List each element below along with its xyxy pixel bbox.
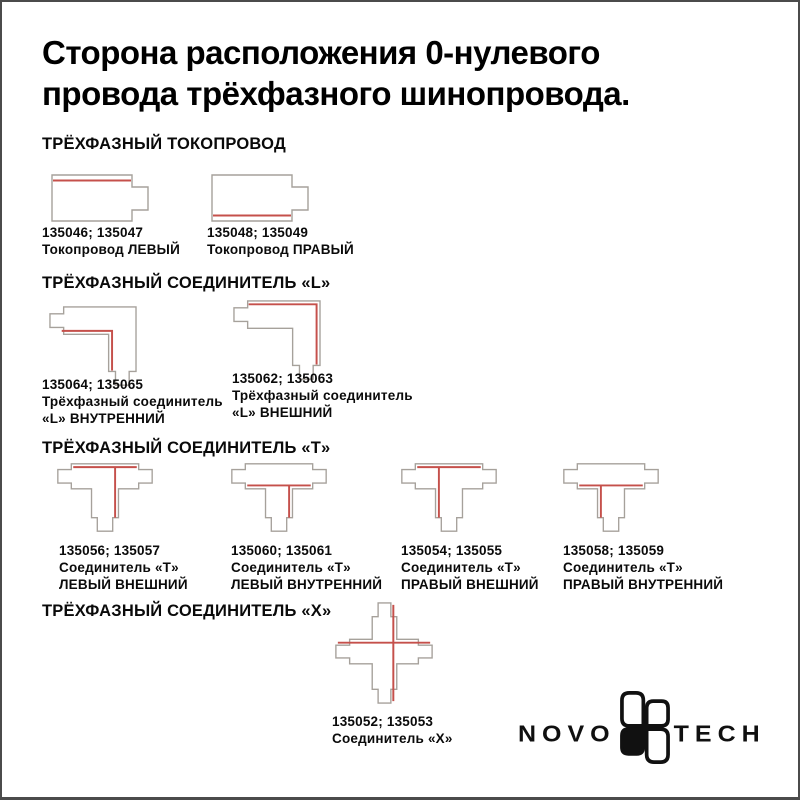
track-outline xyxy=(232,464,326,531)
item-code: 135056; 135057 xyxy=(59,543,161,558)
neutral-wire-line xyxy=(73,467,137,518)
neutral-wire-line xyxy=(247,485,311,517)
item-label xyxy=(207,224,354,258)
novotech-flower-icon xyxy=(617,689,673,766)
item-name: Соединитель «Т» xyxy=(563,560,683,575)
section-header-feeder: ТРЁХФАЗНЫЙ ТОКОПРОВОД xyxy=(42,135,286,153)
item-label xyxy=(563,542,723,593)
item-name: Соединитель «Х» xyxy=(332,731,453,746)
neutral-wire-line xyxy=(579,485,643,517)
item-name: ЛЕВЫЙ ВНУТРЕННИЙ xyxy=(231,577,383,592)
item-name: Соединитель «Т» xyxy=(401,560,521,575)
item-name: «L» ВНУТРЕННИЙ xyxy=(42,411,165,426)
logo-text-tech: TECH xyxy=(673,720,766,747)
neutral-wire-line xyxy=(338,605,430,701)
item-code: 135054; 135055 xyxy=(401,543,503,558)
novotech-logo xyxy=(518,692,766,776)
track-outline xyxy=(402,464,496,531)
item-label xyxy=(42,376,223,427)
diagram-feeder-left xyxy=(50,173,150,223)
item-name: Токопровод ПРАВЫЙ xyxy=(207,242,354,257)
item-name: ПРАВЫЙ ВНЕШНИЙ xyxy=(401,577,539,592)
track-outline xyxy=(58,464,152,531)
item-label xyxy=(59,542,188,593)
diagram-t-left-external xyxy=(52,458,158,535)
item-code: 135064; 135065 xyxy=(42,377,144,392)
section-header-t-connector: ТРЁХФАЗНЫЙ СОЕДИНИТЕЛЬ «Т» xyxy=(42,439,331,457)
item-code: 135046; 135047 xyxy=(42,225,144,240)
section-header-l-connector: ТРЁХФАЗНЫЙ СОЕДИНИТЕЛЬ «L» xyxy=(42,274,331,292)
item-label xyxy=(232,370,413,421)
item-label xyxy=(401,542,539,593)
track-outline xyxy=(336,603,432,703)
item-code: 135060; 135061 xyxy=(231,543,333,558)
item-label xyxy=(42,224,180,258)
track-outline xyxy=(564,464,658,531)
item-name: ПРАВЫЙ ВНУТРЕННИЙ xyxy=(563,577,724,592)
item-code: 135052; 135053 xyxy=(332,714,434,729)
item-name: «L» ВНЕШНИЙ xyxy=(232,405,333,420)
item-name: ЛЕВЫЙ ВНЕШНИЙ xyxy=(59,577,188,592)
logo-text-novo: NOVO xyxy=(518,720,616,747)
neutral-wire-line xyxy=(62,331,112,371)
item-label xyxy=(332,713,453,747)
page-title xyxy=(42,32,762,114)
diagram-t-left-internal xyxy=(226,458,332,535)
item-label xyxy=(231,542,382,593)
page-title-line2: провода трёхфазного шинопровода. xyxy=(42,75,630,112)
item-name: Трёхфазный соединитель xyxy=(232,388,413,403)
item-name: Трёхфазный соединитель xyxy=(42,394,223,409)
neutral-wire-line xyxy=(249,304,317,364)
track-outline xyxy=(50,307,136,385)
item-name: Соединитель «Т» xyxy=(59,560,179,575)
item-code: 135048; 135049 xyxy=(207,225,309,240)
item-code: 135062; 135063 xyxy=(232,371,334,386)
item-code: 135058; 135059 xyxy=(563,543,665,558)
item-name: Токопровод ЛЕВЫЙ xyxy=(42,242,180,257)
track-outline xyxy=(234,301,320,379)
diagram-x-connector xyxy=(330,599,438,707)
section-header-x-connector: ТРЁХФАЗНЫЙ СОЕДИНИТЕЛЬ «Х» xyxy=(42,602,332,620)
diagram-feeder-right xyxy=(210,173,310,223)
track-outline xyxy=(212,175,308,221)
page-title-line1: Сторона расположения 0-нулевого xyxy=(42,34,600,71)
diagram-t-right-internal xyxy=(558,458,664,535)
item-name: Соединитель «Т» xyxy=(231,560,351,575)
diagram-t-right-external xyxy=(396,458,502,535)
track-outline xyxy=(52,175,148,221)
neutral-wire-line xyxy=(417,467,481,518)
